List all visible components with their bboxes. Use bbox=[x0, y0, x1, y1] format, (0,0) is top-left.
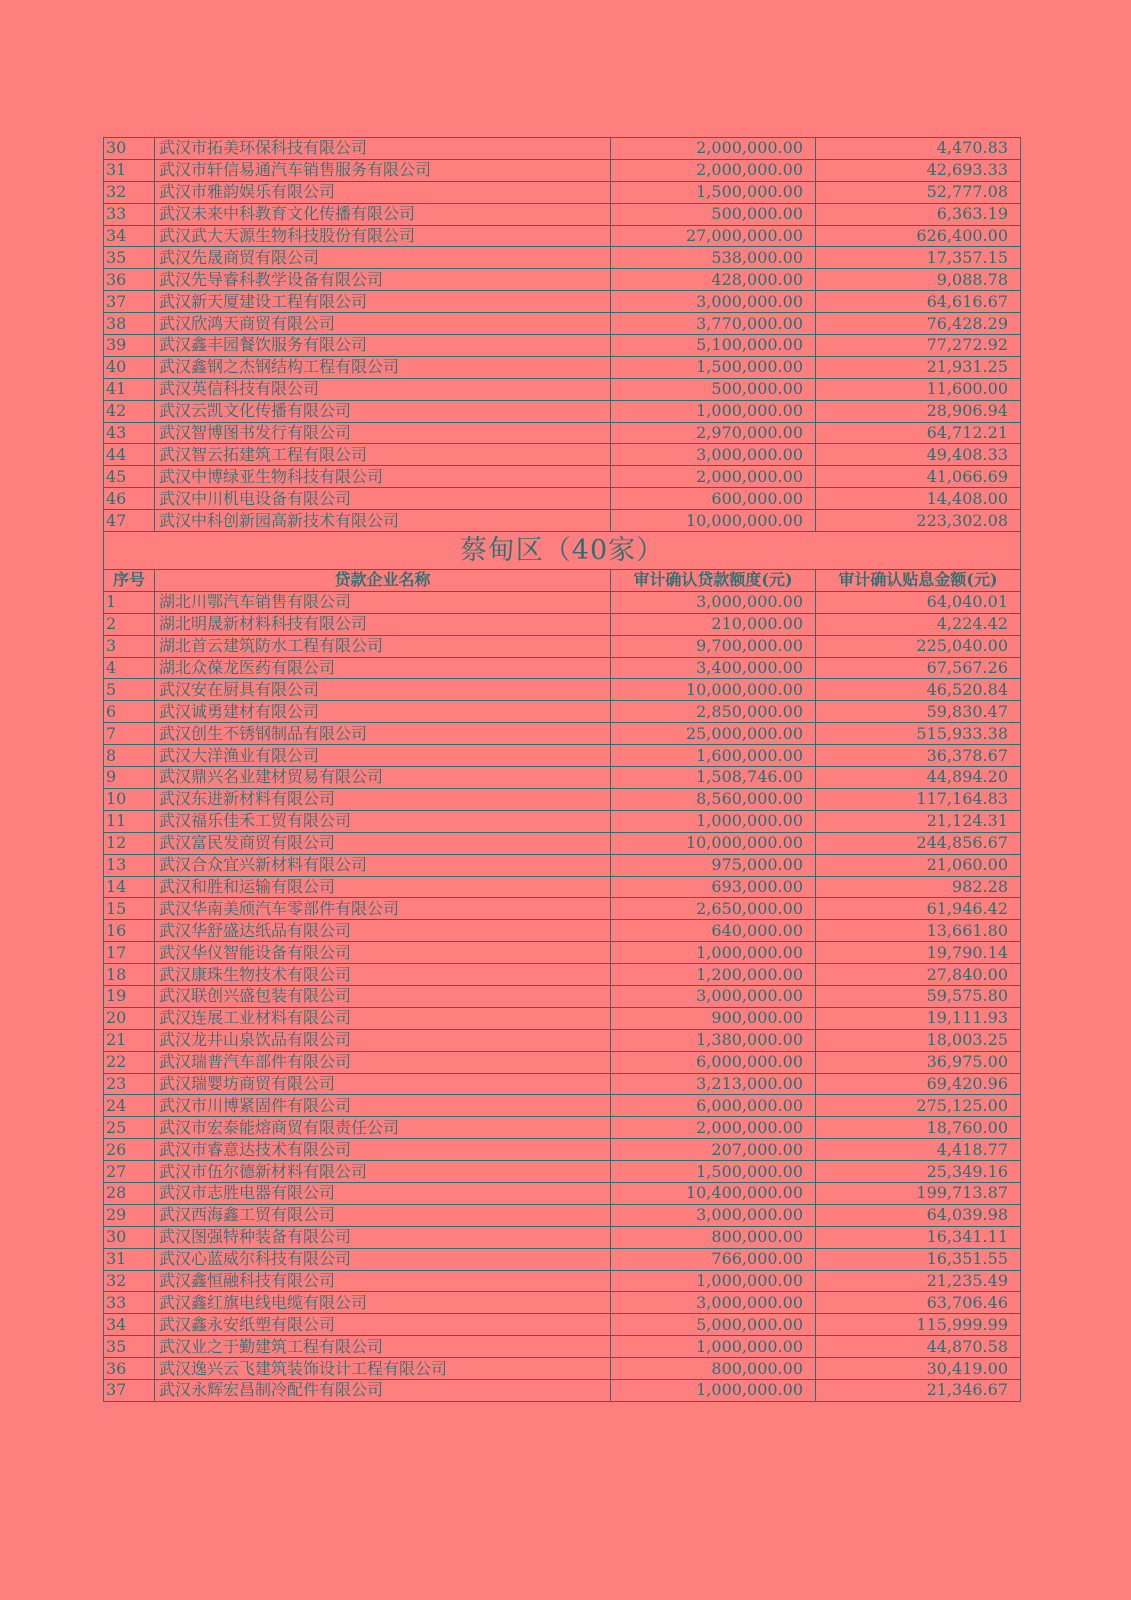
row-number: 1 bbox=[104, 591, 155, 613]
loan-amount: 8,560,000.00 bbox=[611, 788, 816, 810]
loan-amount: 6,000,000.00 bbox=[611, 1051, 816, 1073]
interest-amount: 21,346.67 bbox=[816, 1379, 1021, 1401]
row-number: 33 bbox=[104, 203, 155, 225]
row-number: 5 bbox=[104, 679, 155, 701]
row-number: 46 bbox=[104, 488, 155, 510]
section-block bbox=[104, 532, 1021, 592]
table-row bbox=[104, 444, 1021, 466]
company-name: 武汉逸兴云飞建筑装饰设计工程有限公司 bbox=[155, 1358, 611, 1380]
loan-amount: 1,508,746.00 bbox=[611, 767, 816, 789]
interest-amount: 223,302.08 bbox=[816, 510, 1021, 532]
interest-amount: 30,419.00 bbox=[816, 1358, 1021, 1380]
company-name: 武汉中川机电设备有限公司 bbox=[155, 488, 611, 510]
table-row bbox=[104, 1204, 1021, 1226]
table-row bbox=[104, 159, 1021, 181]
row-number: 16 bbox=[104, 920, 155, 942]
table-row bbox=[104, 1270, 1021, 1292]
row-number: 2 bbox=[104, 613, 155, 635]
interest-amount: 115,999.99 bbox=[816, 1314, 1021, 1336]
company-name: 武汉市川博紧固件有限公司 bbox=[155, 1095, 611, 1117]
row-number: 33 bbox=[104, 1292, 155, 1314]
loan-amount: 6,000,000.00 bbox=[611, 1095, 816, 1117]
loan-amount: 1,500,000.00 bbox=[611, 181, 816, 203]
company-name: 武汉业之于勤建筑工程有限公司 bbox=[155, 1336, 611, 1358]
loan-amount: 800,000.00 bbox=[611, 1226, 816, 1248]
loan-amount: 640,000.00 bbox=[611, 920, 816, 942]
loan-amount: 1,000,000.00 bbox=[611, 810, 816, 832]
loan-amount: 2,650,000.00 bbox=[611, 898, 816, 920]
row-number: 17 bbox=[104, 942, 155, 964]
table-row bbox=[104, 1139, 1021, 1161]
company-name: 武汉创生不锈钢制品有限公司 bbox=[155, 723, 611, 745]
loan-amount: 210,000.00 bbox=[611, 613, 816, 635]
loan-amount: 800,000.00 bbox=[611, 1358, 816, 1380]
company-name: 武汉大洋渔业有限公司 bbox=[155, 745, 611, 767]
table-row bbox=[104, 203, 1021, 225]
loan-amount: 693,000.00 bbox=[611, 876, 816, 898]
company-name: 武汉华南美颀汽车零部件有限公司 bbox=[155, 898, 611, 920]
table-row bbox=[104, 1095, 1021, 1117]
interest-amount: 13,661.80 bbox=[816, 920, 1021, 942]
table-row bbox=[104, 1073, 1021, 1095]
row-number: 20 bbox=[104, 1007, 155, 1029]
loan-amount: 9,700,000.00 bbox=[611, 635, 816, 657]
row-number: 8 bbox=[104, 745, 155, 767]
row-number: 32 bbox=[104, 1270, 155, 1292]
table-row bbox=[104, 1117, 1021, 1139]
row-number: 7 bbox=[104, 723, 155, 745]
table-row bbox=[104, 876, 1021, 898]
loan-amount: 2,000,000.00 bbox=[611, 1117, 816, 1139]
loan-amount: 1,500,000.00 bbox=[611, 356, 816, 378]
interest-amount: 36,378.67 bbox=[816, 745, 1021, 767]
company-name: 武汉心蓝威尔科技有限公司 bbox=[155, 1248, 611, 1270]
table-row bbox=[104, 788, 1021, 810]
table-row bbox=[104, 510, 1021, 532]
loan-amount: 3,000,000.00 bbox=[611, 591, 816, 613]
company-name: 武汉鑫永安纸塑有限公司 bbox=[155, 1314, 611, 1336]
company-name: 武汉福乐佳禾工贸有限公司 bbox=[155, 810, 611, 832]
table-row bbox=[104, 488, 1021, 510]
section-title-row bbox=[104, 532, 1021, 570]
row-number: 37 bbox=[104, 1379, 155, 1401]
row-number: 11 bbox=[104, 810, 155, 832]
loan-amount: 1,600,000.00 bbox=[611, 745, 816, 767]
row-number: 41 bbox=[104, 378, 155, 400]
interest-amount: 21,124.31 bbox=[816, 810, 1021, 832]
company-name: 武汉市伍尔德新材料有限公司 bbox=[155, 1161, 611, 1183]
row-number: 34 bbox=[104, 1314, 155, 1336]
loan-amount: 27,000,000.00 bbox=[611, 225, 816, 247]
row-number: 32 bbox=[104, 181, 155, 203]
interest-amount: 4,224.42 bbox=[816, 613, 1021, 635]
interest-amount: 59,830.47 bbox=[816, 701, 1021, 723]
row-number: 45 bbox=[104, 466, 155, 488]
company-name: 武汉安在厨具有限公司 bbox=[155, 679, 611, 701]
table-row bbox=[104, 1029, 1021, 1051]
loan-amount: 1,000,000.00 bbox=[611, 1379, 816, 1401]
interest-amount: 44,870.58 bbox=[816, 1336, 1021, 1358]
loan-amount: 3,000,000.00 bbox=[611, 1292, 816, 1314]
row-number: 28 bbox=[104, 1182, 155, 1204]
row-number: 43 bbox=[104, 422, 155, 444]
company-name: 武汉瑞婴坊商贸有限公司 bbox=[155, 1073, 611, 1095]
interest-amount: 28,906.94 bbox=[816, 400, 1021, 422]
company-name: 武汉鼎兴名业建材贸易有限公司 bbox=[155, 767, 611, 789]
row-number: 15 bbox=[104, 898, 155, 920]
company-name: 武汉图强特种装备有限公司 bbox=[155, 1226, 611, 1248]
row-number: 35 bbox=[104, 1336, 155, 1358]
company-name: 武汉瑞普汽车部件有限公司 bbox=[155, 1051, 611, 1073]
row-number: 42 bbox=[104, 400, 155, 422]
table-row bbox=[104, 613, 1021, 635]
row-number: 30 bbox=[104, 1226, 155, 1248]
table-row bbox=[104, 591, 1021, 613]
company-name: 武汉和胜和运输有限公司 bbox=[155, 876, 611, 898]
table-row bbox=[104, 942, 1021, 964]
interest-amount: 61,946.42 bbox=[816, 898, 1021, 920]
interest-amount: 25,349.16 bbox=[816, 1161, 1021, 1183]
table-row bbox=[104, 985, 1021, 1007]
section-title: 蔡甸区（40家） bbox=[104, 532, 1021, 570]
company-name: 武汉合众宜兴新材料有限公司 bbox=[155, 854, 611, 876]
table-row bbox=[104, 466, 1021, 488]
table-row bbox=[104, 225, 1021, 247]
interest-amount: 59,575.80 bbox=[816, 985, 1021, 1007]
interest-amount: 21,235.49 bbox=[816, 1270, 1021, 1292]
table-row bbox=[104, 810, 1021, 832]
company-name: 武汉先导睿科教学设备有限公司 bbox=[155, 269, 611, 291]
row-number: 21 bbox=[104, 1029, 155, 1051]
company-name: 武汉英信科技有限公司 bbox=[155, 378, 611, 400]
row-number: 23 bbox=[104, 1073, 155, 1095]
table-row bbox=[104, 247, 1021, 269]
row-number: 34 bbox=[104, 225, 155, 247]
row-number: 14 bbox=[104, 876, 155, 898]
interest-amount: 69,420.96 bbox=[816, 1073, 1021, 1095]
loan-amount: 207,000.00 bbox=[611, 1139, 816, 1161]
loan-amount: 25,000,000.00 bbox=[611, 723, 816, 745]
table-row bbox=[104, 832, 1021, 854]
company-name: 武汉东进新材料有限公司 bbox=[155, 788, 611, 810]
table-row bbox=[104, 291, 1021, 313]
interest-amount: 63,706.46 bbox=[816, 1292, 1021, 1314]
loan-amount: 1,000,000.00 bbox=[611, 1336, 816, 1358]
row-number: 30 bbox=[104, 138, 155, 160]
company-name: 武汉智云拓建筑工程有限公司 bbox=[155, 444, 611, 466]
interest-amount: 77,272.92 bbox=[816, 335, 1021, 357]
table-row bbox=[104, 1248, 1021, 1270]
loan-amount: 1,500,000.00 bbox=[611, 1161, 816, 1183]
company-name: 武汉未来中科教育文化传播有限公司 bbox=[155, 203, 611, 225]
interest-amount: 275,125.00 bbox=[816, 1095, 1021, 1117]
company-name: 武汉西海鑫工贸有限公司 bbox=[155, 1204, 611, 1226]
interest-amount: 4,470.83 bbox=[816, 138, 1021, 160]
table-row bbox=[104, 356, 1021, 378]
loan-amount: 2,000,000.00 bbox=[611, 159, 816, 181]
interest-amount: 4,418.77 bbox=[816, 1139, 1021, 1161]
company-name: 武汉鑫红旗电线电缆有限公司 bbox=[155, 1292, 611, 1314]
company-name: 武汉中科创新园高新技术有限公司 bbox=[155, 510, 611, 532]
company-name: 武汉富民发商贸有限公司 bbox=[155, 832, 611, 854]
row-number: 22 bbox=[104, 1051, 155, 1073]
interest-amount: 16,341.11 bbox=[816, 1226, 1021, 1248]
company-name: 湖北众葆龙医药有限公司 bbox=[155, 657, 611, 679]
interest-amount: 18,003.25 bbox=[816, 1029, 1021, 1051]
company-name: 武汉中博绿亚生物科技有限公司 bbox=[155, 466, 611, 488]
company-name: 武汉永辉宏昌制冷配件有限公司 bbox=[155, 1379, 611, 1401]
row-number: 25 bbox=[104, 1117, 155, 1139]
table-row bbox=[104, 964, 1021, 986]
header-name: 贷款企业名称 bbox=[155, 570, 611, 592]
company-name: 武汉鑫钢之杰钢结构工程有限公司 bbox=[155, 356, 611, 378]
table-row bbox=[104, 1182, 1021, 1204]
interest-amount: 64,040.01 bbox=[816, 591, 1021, 613]
table-row bbox=[104, 1336, 1021, 1358]
company-name: 武汉市雅韵娱乐有限公司 bbox=[155, 181, 611, 203]
interest-amount: 9,088.78 bbox=[816, 269, 1021, 291]
table-row bbox=[104, 745, 1021, 767]
company-name: 湖北首云建筑防水工程有限公司 bbox=[155, 635, 611, 657]
table-row bbox=[104, 1358, 1021, 1380]
company-name: 武汉智博图书发行有限公司 bbox=[155, 422, 611, 444]
loan-amount: 766,000.00 bbox=[611, 1248, 816, 1270]
loan-amount: 10,400,000.00 bbox=[611, 1182, 816, 1204]
company-name: 武汉连展工业材料有限公司 bbox=[155, 1007, 611, 1029]
table-row bbox=[104, 898, 1021, 920]
table-row bbox=[104, 1292, 1021, 1314]
row-number: 27 bbox=[104, 1161, 155, 1183]
loan-amount: 538,000.00 bbox=[611, 247, 816, 269]
company-name: 武汉市轩信易通汽车销售服务有限公司 bbox=[155, 159, 611, 181]
loan-amount: 2,850,000.00 bbox=[611, 701, 816, 723]
interest-amount: 52,777.08 bbox=[816, 181, 1021, 203]
header-no: 序号 bbox=[104, 570, 155, 592]
row-number: 4 bbox=[104, 657, 155, 679]
table-row bbox=[104, 635, 1021, 657]
loan-amount: 1,000,000.00 bbox=[611, 942, 816, 964]
loan-amount: 1,380,000.00 bbox=[611, 1029, 816, 1051]
company-name: 武汉鑫丰园餐饮服务有限公司 bbox=[155, 335, 611, 357]
row-number: 47 bbox=[104, 510, 155, 532]
loan-amount: 10,000,000.00 bbox=[611, 832, 816, 854]
interest-amount: 19,790.14 bbox=[816, 942, 1021, 964]
table-row bbox=[104, 767, 1021, 789]
interest-amount: 27,840.00 bbox=[816, 964, 1021, 986]
company-name: 武汉市宏泰能熔商贸有限责任公司 bbox=[155, 1117, 611, 1139]
company-name: 武汉市志胜电器有限公司 bbox=[155, 1182, 611, 1204]
table-row bbox=[104, 920, 1021, 942]
interest-amount: 49,408.33 bbox=[816, 444, 1021, 466]
company-name: 武汉欣鸿天商贸有限公司 bbox=[155, 313, 611, 335]
caidian-rows bbox=[104, 591, 1021, 1401]
company-name: 武汉华仪智能设备有限公司 bbox=[155, 942, 611, 964]
company-name: 武汉鑫恒融科技有限公司 bbox=[155, 1270, 611, 1292]
company-name: 武汉武大天源生物科技股份有限公司 bbox=[155, 225, 611, 247]
loan-amount: 3,770,000.00 bbox=[611, 313, 816, 335]
interest-amount: 117,164.83 bbox=[816, 788, 1021, 810]
loan-amount: 5,100,000.00 bbox=[611, 335, 816, 357]
header-interest: 审计确认贴息金额(元) bbox=[816, 570, 1021, 592]
interest-amount: 17,357.15 bbox=[816, 247, 1021, 269]
interest-amount: 515,933.38 bbox=[816, 723, 1021, 745]
row-number: 9 bbox=[104, 767, 155, 789]
row-number: 13 bbox=[104, 854, 155, 876]
interest-amount: 64,712.21 bbox=[816, 422, 1021, 444]
table-row bbox=[104, 400, 1021, 422]
loan-amount: 2,000,000.00 bbox=[611, 466, 816, 488]
table-row bbox=[104, 1379, 1021, 1401]
row-number: 31 bbox=[104, 1248, 155, 1270]
interest-amount: 19,111.93 bbox=[816, 1007, 1021, 1029]
interest-amount: 626,400.00 bbox=[816, 225, 1021, 247]
interest-amount: 21,931.25 bbox=[816, 356, 1021, 378]
row-number: 24 bbox=[104, 1095, 155, 1117]
interest-amount: 6,363.19 bbox=[816, 203, 1021, 225]
loan-amount: 428,000.00 bbox=[611, 269, 816, 291]
interest-amount: 44,894.20 bbox=[816, 767, 1021, 789]
company-name: 武汉新天厦建设工程有限公司 bbox=[155, 291, 611, 313]
row-number: 3 bbox=[104, 635, 155, 657]
row-number: 38 bbox=[104, 313, 155, 335]
row-number: 44 bbox=[104, 444, 155, 466]
table-row bbox=[104, 138, 1021, 160]
loan-amount: 3,000,000.00 bbox=[611, 1204, 816, 1226]
table-row bbox=[104, 378, 1021, 400]
interest-amount: 64,039.98 bbox=[816, 1204, 1021, 1226]
company-name: 武汉市拓美环保科技有限公司 bbox=[155, 138, 611, 160]
table-row bbox=[104, 313, 1021, 335]
company-name: 武汉先晟商贸有限公司 bbox=[155, 247, 611, 269]
loan-amount: 2,000,000.00 bbox=[611, 138, 816, 160]
row-number: 6 bbox=[104, 701, 155, 723]
row-number: 31 bbox=[104, 159, 155, 181]
interest-amount: 982.28 bbox=[816, 876, 1021, 898]
interest-amount: 64,616.67 bbox=[816, 291, 1021, 313]
loan-amount: 3,000,000.00 bbox=[611, 985, 816, 1007]
row-number: 10 bbox=[104, 788, 155, 810]
loan-amount: 1,200,000.00 bbox=[611, 964, 816, 986]
row-number: 26 bbox=[104, 1139, 155, 1161]
table-row bbox=[104, 657, 1021, 679]
company-name: 武汉市睿意达技术有限公司 bbox=[155, 1139, 611, 1161]
table-row bbox=[104, 1314, 1021, 1336]
loan-amount: 500,000.00 bbox=[611, 203, 816, 225]
row-number: 39 bbox=[104, 335, 155, 357]
loan-amount: 500,000.00 bbox=[611, 378, 816, 400]
row-number: 40 bbox=[104, 356, 155, 378]
header-row bbox=[104, 570, 1021, 592]
row-number: 12 bbox=[104, 832, 155, 854]
row-number: 19 bbox=[104, 985, 155, 1007]
loan-amount: 3,000,000.00 bbox=[611, 444, 816, 466]
loan-amount: 5,000,000.00 bbox=[611, 1314, 816, 1336]
loan-amount: 10,000,000.00 bbox=[611, 679, 816, 701]
interest-amount: 67,567.26 bbox=[816, 657, 1021, 679]
table-row bbox=[104, 701, 1021, 723]
interest-amount: 16,351.55 bbox=[816, 1248, 1021, 1270]
company-name: 武汉诚勇建材有限公司 bbox=[155, 701, 611, 723]
table-row bbox=[104, 1161, 1021, 1183]
loan-amount: 3,213,000.00 bbox=[611, 1073, 816, 1095]
interest-amount: 42,693.33 bbox=[816, 159, 1021, 181]
row-number: 29 bbox=[104, 1204, 155, 1226]
loan-amount: 1,000,000.00 bbox=[611, 1270, 816, 1292]
loan-amount: 10,000,000.00 bbox=[611, 510, 816, 532]
interest-amount: 11,600.00 bbox=[816, 378, 1021, 400]
table-row bbox=[104, 181, 1021, 203]
loan-amount: 3,400,000.00 bbox=[611, 657, 816, 679]
table-row bbox=[104, 1226, 1021, 1248]
interest-amount: 244,856.67 bbox=[816, 832, 1021, 854]
table-row bbox=[104, 723, 1021, 745]
interest-amount: 18,760.00 bbox=[816, 1117, 1021, 1139]
interest-amount: 46,520.84 bbox=[816, 679, 1021, 701]
loan-amount: 2,970,000.00 bbox=[611, 422, 816, 444]
company-name: 湖北川鄂汽车销售有限公司 bbox=[155, 591, 611, 613]
interest-amount: 41,066.69 bbox=[816, 466, 1021, 488]
row-number: 36 bbox=[104, 269, 155, 291]
table-row bbox=[104, 269, 1021, 291]
interest-amount: 14,408.00 bbox=[816, 488, 1021, 510]
company-name: 武汉康珠生物技术有限公司 bbox=[155, 964, 611, 986]
interest-amount: 36,975.00 bbox=[816, 1051, 1021, 1073]
company-name: 武汉华舒盛达纸品有限公司 bbox=[155, 920, 611, 942]
company-name: 湖北明晟新材料科技有限公司 bbox=[155, 613, 611, 635]
loan-amount: 1,000,000.00 bbox=[611, 400, 816, 422]
subsidy-table bbox=[103, 137, 1021, 1402]
table-row bbox=[104, 679, 1021, 701]
row-number: 35 bbox=[104, 247, 155, 269]
interest-amount: 21,060.00 bbox=[816, 854, 1021, 876]
loan-amount: 600,000.00 bbox=[611, 488, 816, 510]
company-name: 武汉联创兴盛包装有限公司 bbox=[155, 985, 611, 1007]
table-row bbox=[104, 422, 1021, 444]
loan-amount: 975,000.00 bbox=[611, 854, 816, 876]
table-row bbox=[104, 1007, 1021, 1029]
row-number: 37 bbox=[104, 291, 155, 313]
row-number: 36 bbox=[104, 1358, 155, 1380]
row-number: 18 bbox=[104, 964, 155, 986]
top-rows bbox=[104, 138, 1021, 532]
interest-amount: 199,713.87 bbox=[816, 1182, 1021, 1204]
table-row bbox=[104, 335, 1021, 357]
loan-amount: 3,000,000.00 bbox=[611, 291, 816, 313]
loan-amount: 900,000.00 bbox=[611, 1007, 816, 1029]
table-row bbox=[104, 854, 1021, 876]
interest-amount: 76,428.29 bbox=[816, 313, 1021, 335]
company-name: 武汉龙井山泉饮品有限公司 bbox=[155, 1029, 611, 1051]
company-name: 武汉云凯文化传播有限公司 bbox=[155, 400, 611, 422]
interest-amount: 225,040.00 bbox=[816, 635, 1021, 657]
header-loan: 审计确认贷款额度(元) bbox=[611, 570, 816, 592]
table-row bbox=[104, 1051, 1021, 1073]
